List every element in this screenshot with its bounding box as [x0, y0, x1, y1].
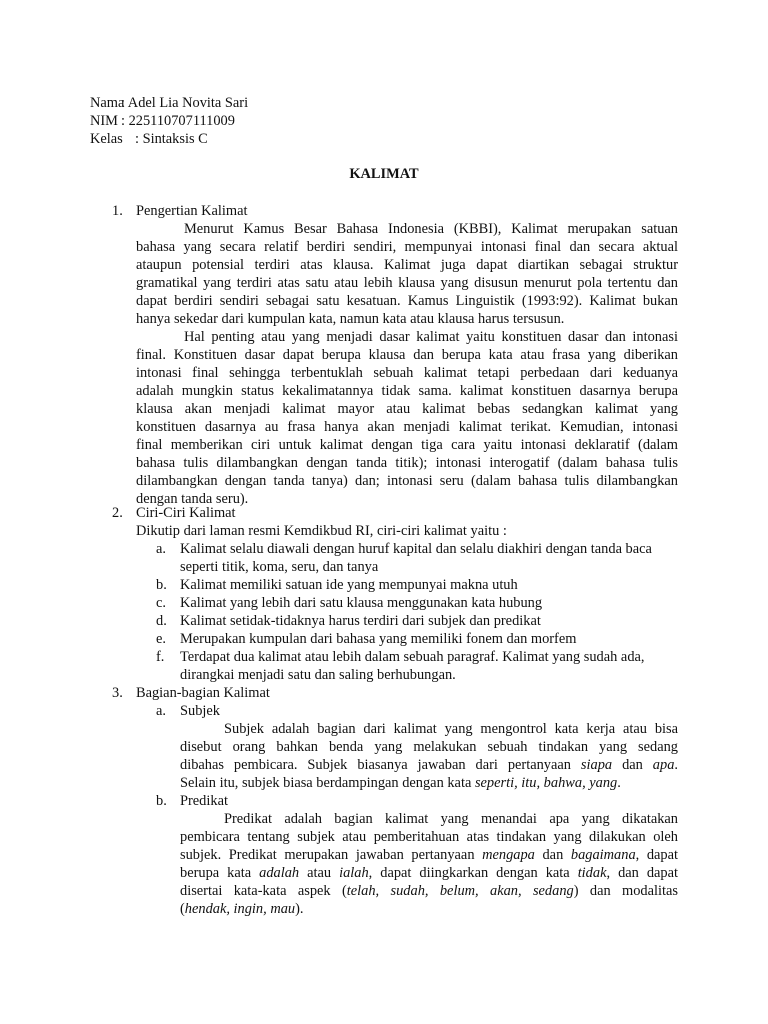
- subject-paragraph: [180, 720, 678, 792]
- subsection-a-heading: Subjek: [180, 703, 220, 719]
- class-label: Kelas: [90, 131, 123, 147]
- paragraph-line: Predikat adalah bagian kalimat yang menandai apa yang dikatakan: [224, 811, 678, 827]
- section-2-intro: Dikutip dari laman resmi Kemdikbud RI, ciri-ciri kalimat yaitu :: [136, 523, 507, 539]
- nim-label: NIM: [90, 113, 118, 129]
- paragraph-line: dengan tanda seru).: [136, 491, 249, 507]
- list-marker: b.: [156, 577, 167, 593]
- list-item-text: Terdapat dua kalimat atau lebih dalam sebuah paragraf. Kalimat yang sudah ada,: [180, 649, 645, 665]
- section-1-paragraph-1: [136, 220, 678, 328]
- list-item-text: dirangkai menjadi satu dan saling berhubungan.: [180, 667, 456, 683]
- paragraph-line: pembicara tentang subjek atau pemberitahuan atas tindakan yang dilakukan oleh: [180, 829, 678, 845]
- page-title: KALIMAT: [349, 166, 419, 182]
- paragraph-line: final. Konstituen dasar dapat berupa klausa dan berupa kata atau frasa yang diberikan: [136, 347, 678, 363]
- list-item-text: seperti titik, koma, seru, dan tanya: [180, 559, 379, 575]
- paragraph-line: intonasi final sehingga terbentuklah sebuah kalimat tetapi perbedaan dari keduanya: [136, 365, 678, 381]
- paragraph-line: Subjek adalah bagian dari kalimat yang mengontrol kata kerja atau bisa: [224, 721, 678, 737]
- list-marker: f.: [156, 649, 165, 665]
- list-marker: a.: [156, 541, 166, 557]
- list-marker: e.: [156, 631, 166, 647]
- paragraph-line: adalah mungkin status kekalimatannya tidak sama. kalimat konstituen dasarnya berupa: [136, 383, 678, 399]
- name-value: : Adel Lia Novita Sari: [121, 95, 249, 111]
- paragraph-line: bahasa yang secara relatif berdiri sendiri, mempunyai intonasi final dan secara aktual: [136, 239, 678, 255]
- paragraph-line: Hal penting atau yang menjadi dasar kalimat yaitu konstituen dasar dan intonasi: [184, 329, 678, 345]
- section-2-number: 2.: [112, 505, 123, 521]
- list-item-text: Kalimat yang lebih dari satu klausa menggunakan kata hubung: [180, 595, 543, 611]
- paragraph-line: gramatikal yang terdiri atas satu atau lebih klausa yang disusun menurut pola tertentu dan: [136, 275, 678, 291]
- section-3-number: 3.: [112, 685, 123, 701]
- section-2-heading: Ciri-Ciri Kalimat: [136, 505, 236, 521]
- list-item-text: Kalimat selalu diawali dengan huruf kapital dan selalu diakhiri dengan tanda baca: [180, 541, 652, 557]
- list-item-text: Merupakan kumpulan dari bahasa yang memiliki fonem dan morfem: [180, 631, 577, 647]
- paragraph-line: konstituen dasarnya au frasa hanya akan menjadi kalimat terikat. Kemudian, intonasi: [136, 419, 678, 435]
- subsection-a-marker: a.: [156, 703, 166, 719]
- list-item: [136, 630, 678, 648]
- paragraph-line: subjek. Predikat merupakan jawaban pertanyaan mengapa dan bagaimana, dapat: [180, 847, 679, 863]
- name-label: Nama: [90, 95, 125, 111]
- paragraph-line: ataupun potensial terdiri atas klausa. Kalimat juga dapat diartikan sebagai struktur: [136, 257, 678, 273]
- class-value: : Sintaksis C: [135, 131, 208, 147]
- list-item: [136, 648, 678, 684]
- list-item-text: Kalimat memiliki satuan ide yang mempunyai makna utuh: [180, 577, 518, 593]
- list-item: [136, 594, 678, 612]
- section-1-paragraph-2: [136, 328, 678, 508]
- paragraph-line: Menurut Kamus Besar Bahasa Indonesia (KBBI), Kalimat merupakan satuan: [184, 221, 678, 237]
- characteristics-list: [136, 540, 678, 684]
- paragraph-line: bahasa tulis dilambangkan dengan tanda titik); intonasi interogatif (dalam bahasa tulis: [136, 455, 678, 471]
- paragraph-line: dapat berdiri sendiri sebagai satu kesatuan. Kamus Linguistik (1993:92). Kalimat bukan: [136, 293, 678, 309]
- list-item: [136, 576, 678, 594]
- predicate-paragraph: [180, 810, 678, 918]
- paragraph-line: disertai kata-kata aspek (telah, sudah, belum, akan, sedang) dan modalitas: [180, 883, 678, 899]
- paragraph-line: hanya sekedar dari kumpulan kata, namun kata atau klausa harus tersusun.: [136, 311, 565, 327]
- section-1-number: 1.: [112, 203, 123, 219]
- list-marker: c.: [156, 595, 166, 611]
- paragraph-line: berupa kata adalah atau ialah, dapat diingkarkan dengan kata tidak, dan dapat: [180, 865, 679, 881]
- list-item-text: Kalimat setidak-tidaknya harus terdiri dari subjek dan predikat: [180, 613, 541, 629]
- list-item: [136, 540, 678, 576]
- nim-value: : 225110707111009: [121, 113, 235, 129]
- list-item: [136, 612, 678, 630]
- paragraph-line: (hendak, ingin, mau).: [180, 901, 304, 917]
- paragraph-line: klausa akan menjadi kalimat mayor atau kalimat bebas sedangkan kalimat yang: [136, 401, 678, 417]
- paragraph-line: dilambangkan dengan tanda tanya) dan; intonasi seru (dalam bahasa tulis dilambangkan: [136, 473, 678, 489]
- paragraph-line: final memberikan ciri untuk kalimat dengan tiga cara yaitu intonasi deklaratif (dalam: [136, 437, 678, 453]
- subsection-b-heading: Predikat: [180, 793, 228, 809]
- paragraph-line: dibahas pembicara. Subjek biasanya jawaban dari pertanyaan siapa dan apa.: [180, 757, 678, 773]
- paragraph-line: Selain itu, subjek biasa berdampingan dengan kata seperti, itu, bahwa, yang.: [180, 775, 621, 791]
- list-marker: d.: [156, 613, 167, 629]
- section-3-heading: Bagian-bagian Kalimat: [136, 685, 270, 701]
- paragraph-line: disebut orang bahkan benda yang melakukan sebuah tindakan yang sedang: [180, 739, 678, 755]
- subsection-b-marker: b.: [156, 793, 167, 809]
- section-1-heading: Pengertian Kalimat: [136, 203, 248, 219]
